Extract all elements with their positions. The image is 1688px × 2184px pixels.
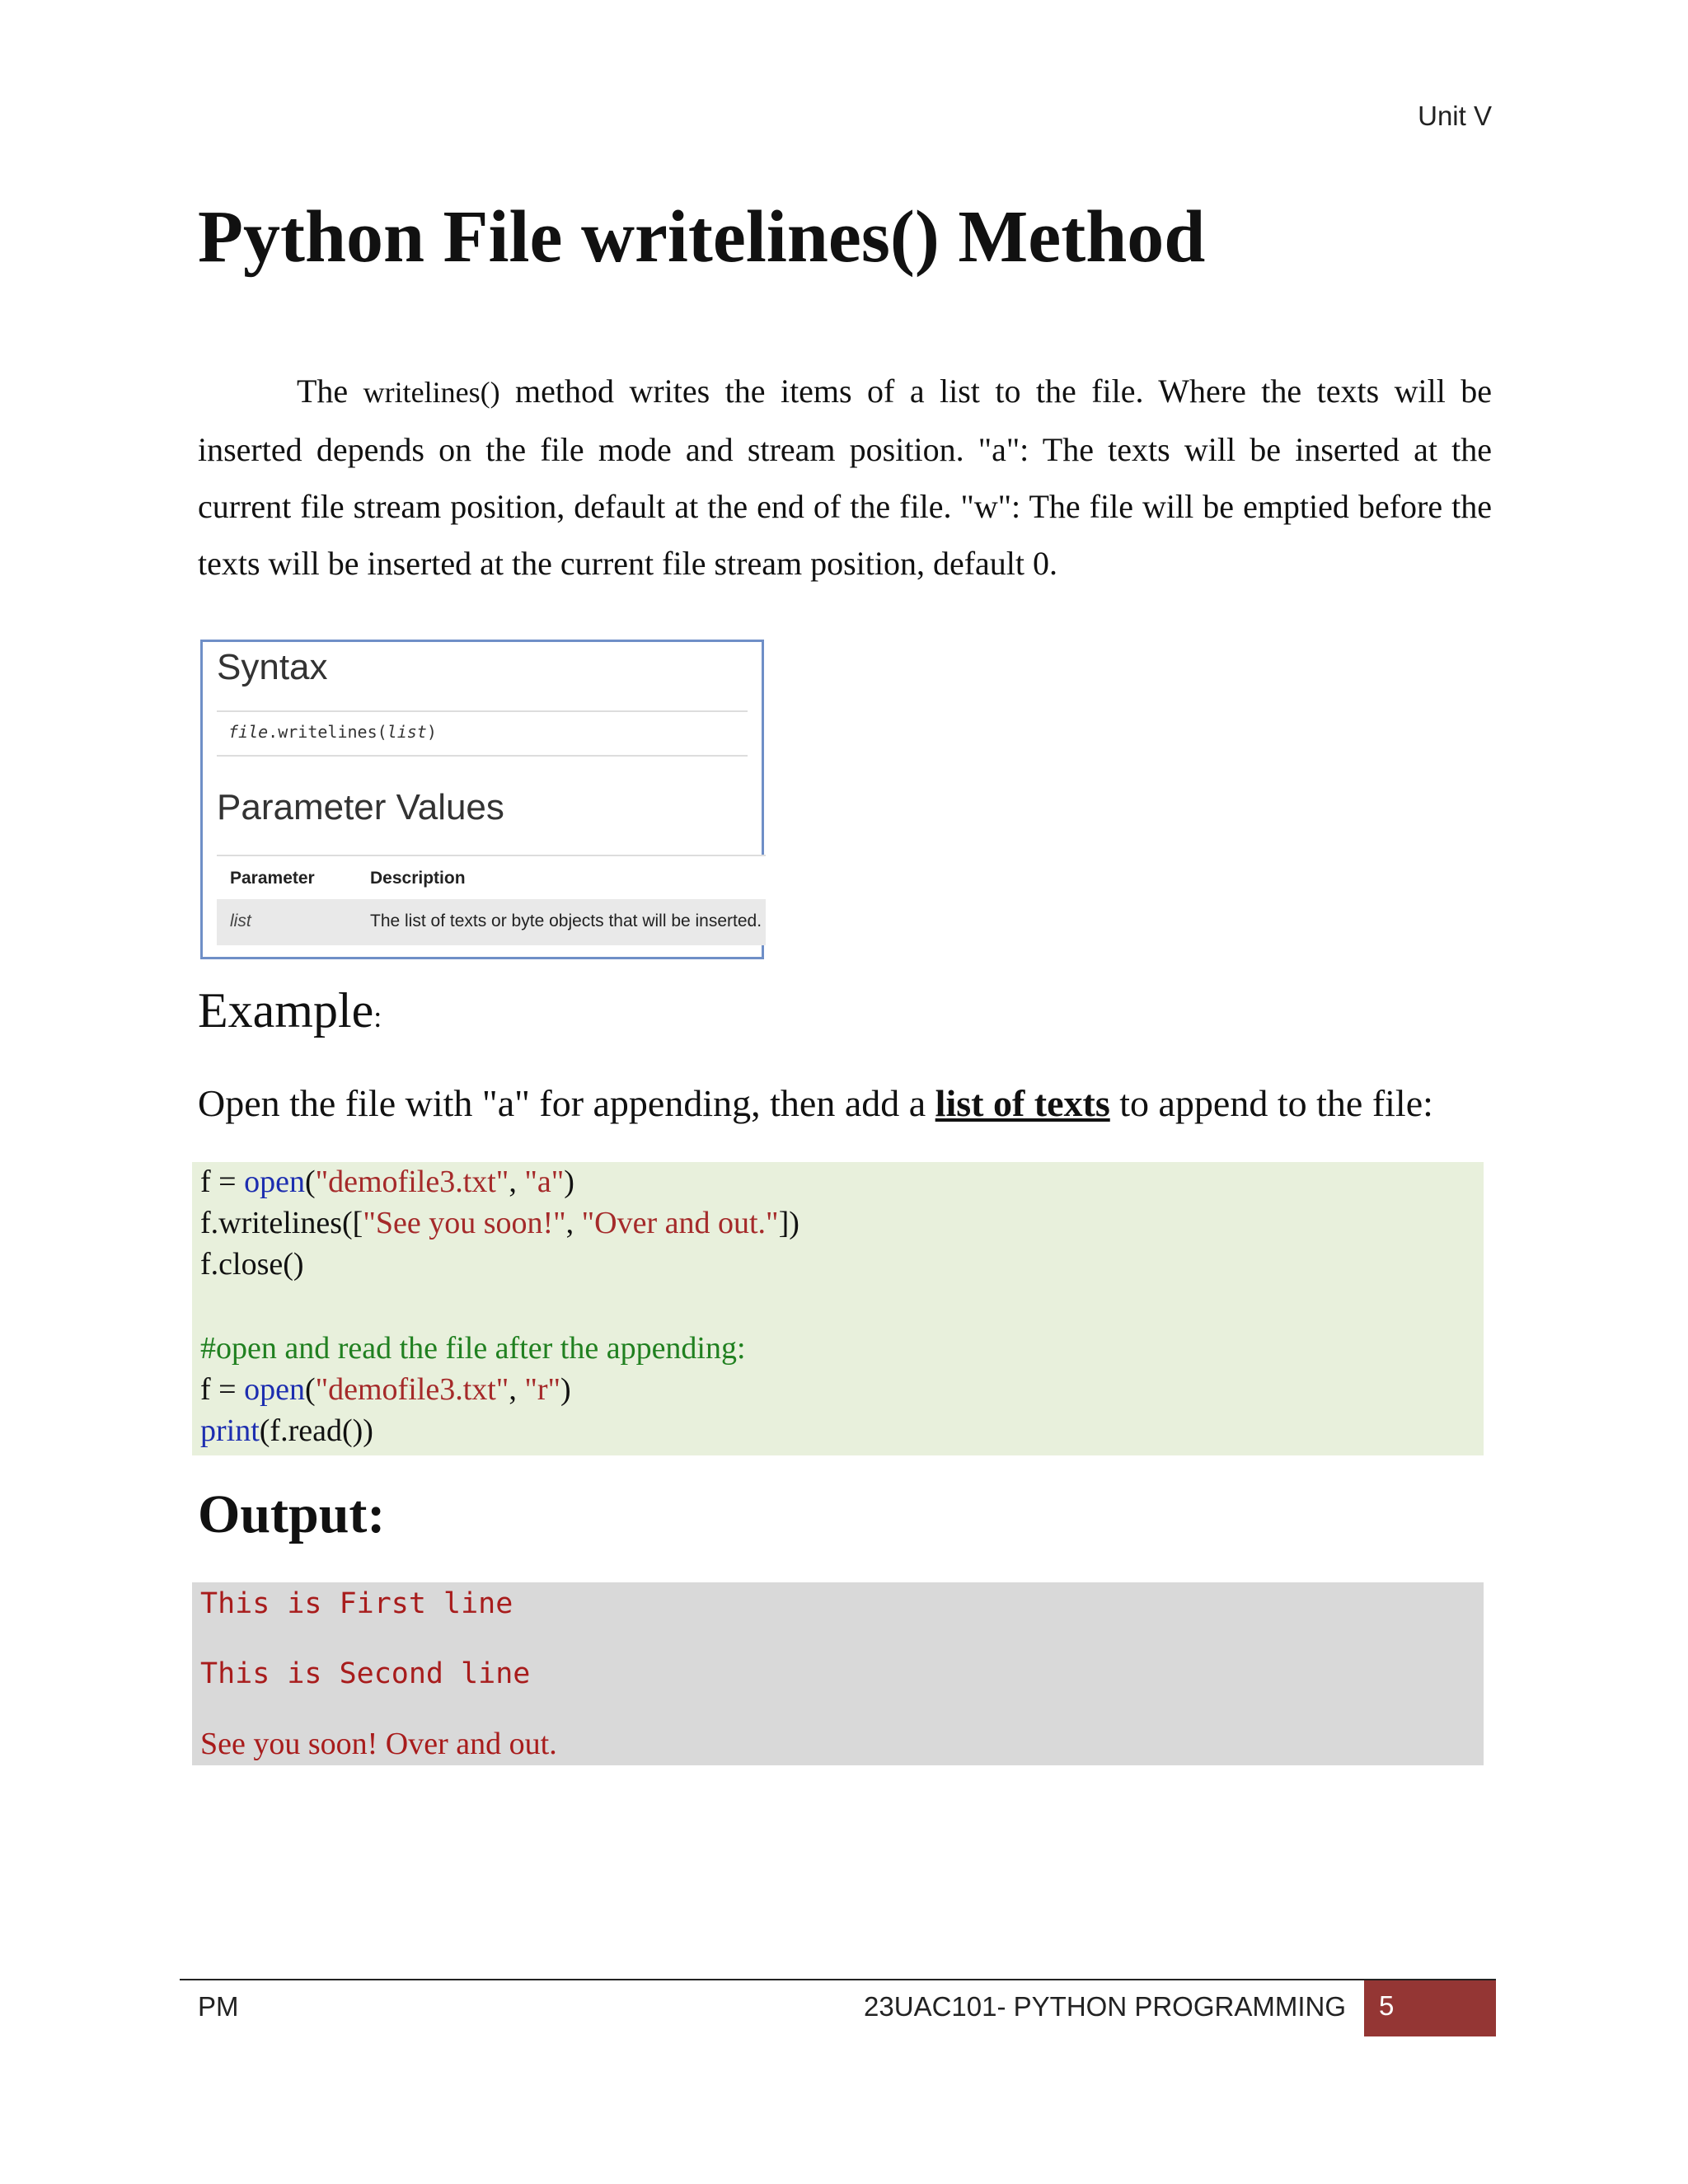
syntax-panel <box>200 640 764 959</box>
syntax-code-obj: file <box>228 722 269 742</box>
code-text: ( <box>304 1165 316 1199</box>
example-desc-after: to append to the file: <box>1109 1082 1433 1124</box>
param-name: list <box>230 912 251 930</box>
code-line-1 <box>200 1164 574 1200</box>
code-keyword: open <box>244 1372 305 1407</box>
code-text: ) <box>564 1165 574 1199</box>
header-unit-label: Unit V <box>1418 101 1492 131</box>
code-text: , <box>565 1206 582 1240</box>
param-description: The list of texts or byte objects that will be inserted. <box>370 912 762 930</box>
code-keyword: print <box>200 1413 260 1448</box>
page-number-badge: 5 <box>1364 1980 1496 2036</box>
intro-method-name: writelines() <box>363 376 500 409</box>
code-text: , <box>509 1372 525 1407</box>
syntax-code-end: ) <box>426 722 437 742</box>
code-keyword: open <box>244 1165 305 1199</box>
code-block <box>192 1162 1484 1455</box>
syntax-code <box>228 722 437 742</box>
column-header-parameter: Parameter <box>230 869 315 888</box>
output-line-2: This is Second line <box>200 1657 531 1690</box>
code-comment-line: #open and read the file after the appending: <box>200 1331 746 1366</box>
code-text: (f.read()) <box>259 1413 373 1448</box>
code-text: f.writelines([ <box>200 1206 363 1240</box>
syntax-title: Syntax <box>217 647 328 687</box>
example-heading-text: Example <box>198 983 374 1038</box>
example-desc-before: Open the file with "a" for appending, then add a <box>198 1082 935 1124</box>
intro-after: method writes the items of a list to the file. Where the texts will be inserted depends on the file mode and stream position. "a": The texts will be inserted at the current file stream position, default at the end of the file. "w": The file will be emptied before the texts will be inserted at the current file stream position, default 0. <box>198 373 1493 582</box>
intro-paragraph <box>198 363 1492 592</box>
footer-course-title: 23UAC101- PYTHON PROGRAMMING <box>864 1991 1346 2022</box>
page-title: Python File writelines() Method <box>198 196 1206 278</box>
code-text: f = <box>200 1165 245 1199</box>
syntax-code-arg: list <box>387 722 427 742</box>
code-text: ( <box>304 1372 316 1407</box>
code-string: "a" <box>524 1165 565 1199</box>
list-of-texts-link[interactable]: list of texts <box>935 1082 1110 1124</box>
parameter-table <box>217 855 766 945</box>
code-string: "See you soon!" <box>363 1206 566 1240</box>
code-text: ) <box>560 1372 571 1407</box>
code-text: ]) <box>778 1206 799 1240</box>
output-line-1: This is First line <box>200 1587 513 1620</box>
code-line-3: f.close() <box>200 1247 304 1282</box>
code-string: "demofile3.txt" <box>315 1372 509 1407</box>
footer-divider <box>180 1979 1496 1980</box>
code-string: "r" <box>524 1372 561 1407</box>
code-text: f = <box>200 1372 245 1407</box>
example-description <box>198 1081 1433 1125</box>
code-string: "Over and out." <box>581 1206 779 1240</box>
code-text: , <box>509 1165 525 1199</box>
code-line-5 <box>200 1371 571 1408</box>
code-line-6 <box>200 1413 373 1449</box>
example-heading <box>198 982 382 1039</box>
syntax-code-method: .writelines( <box>268 722 387 742</box>
parameter-table-header <box>217 856 766 899</box>
parameter-values-title: Parameter Values <box>217 787 504 827</box>
table-row <box>217 899 766 945</box>
code-string: "demofile3.txt" <box>315 1165 509 1199</box>
column-header-description: Description <box>370 869 466 888</box>
syntax-code-box <box>217 710 748 757</box>
intro-before: The <box>297 373 363 410</box>
footer-author: PM <box>198 1991 239 2022</box>
code-line-2 <box>200 1205 799 1241</box>
output-heading: Output: <box>198 1484 386 1544</box>
output-block <box>192 1582 1484 1765</box>
example-heading-colon: : <box>373 1001 382 1033</box>
output-line-3: See you soon! Over and out. <box>200 1727 557 1761</box>
